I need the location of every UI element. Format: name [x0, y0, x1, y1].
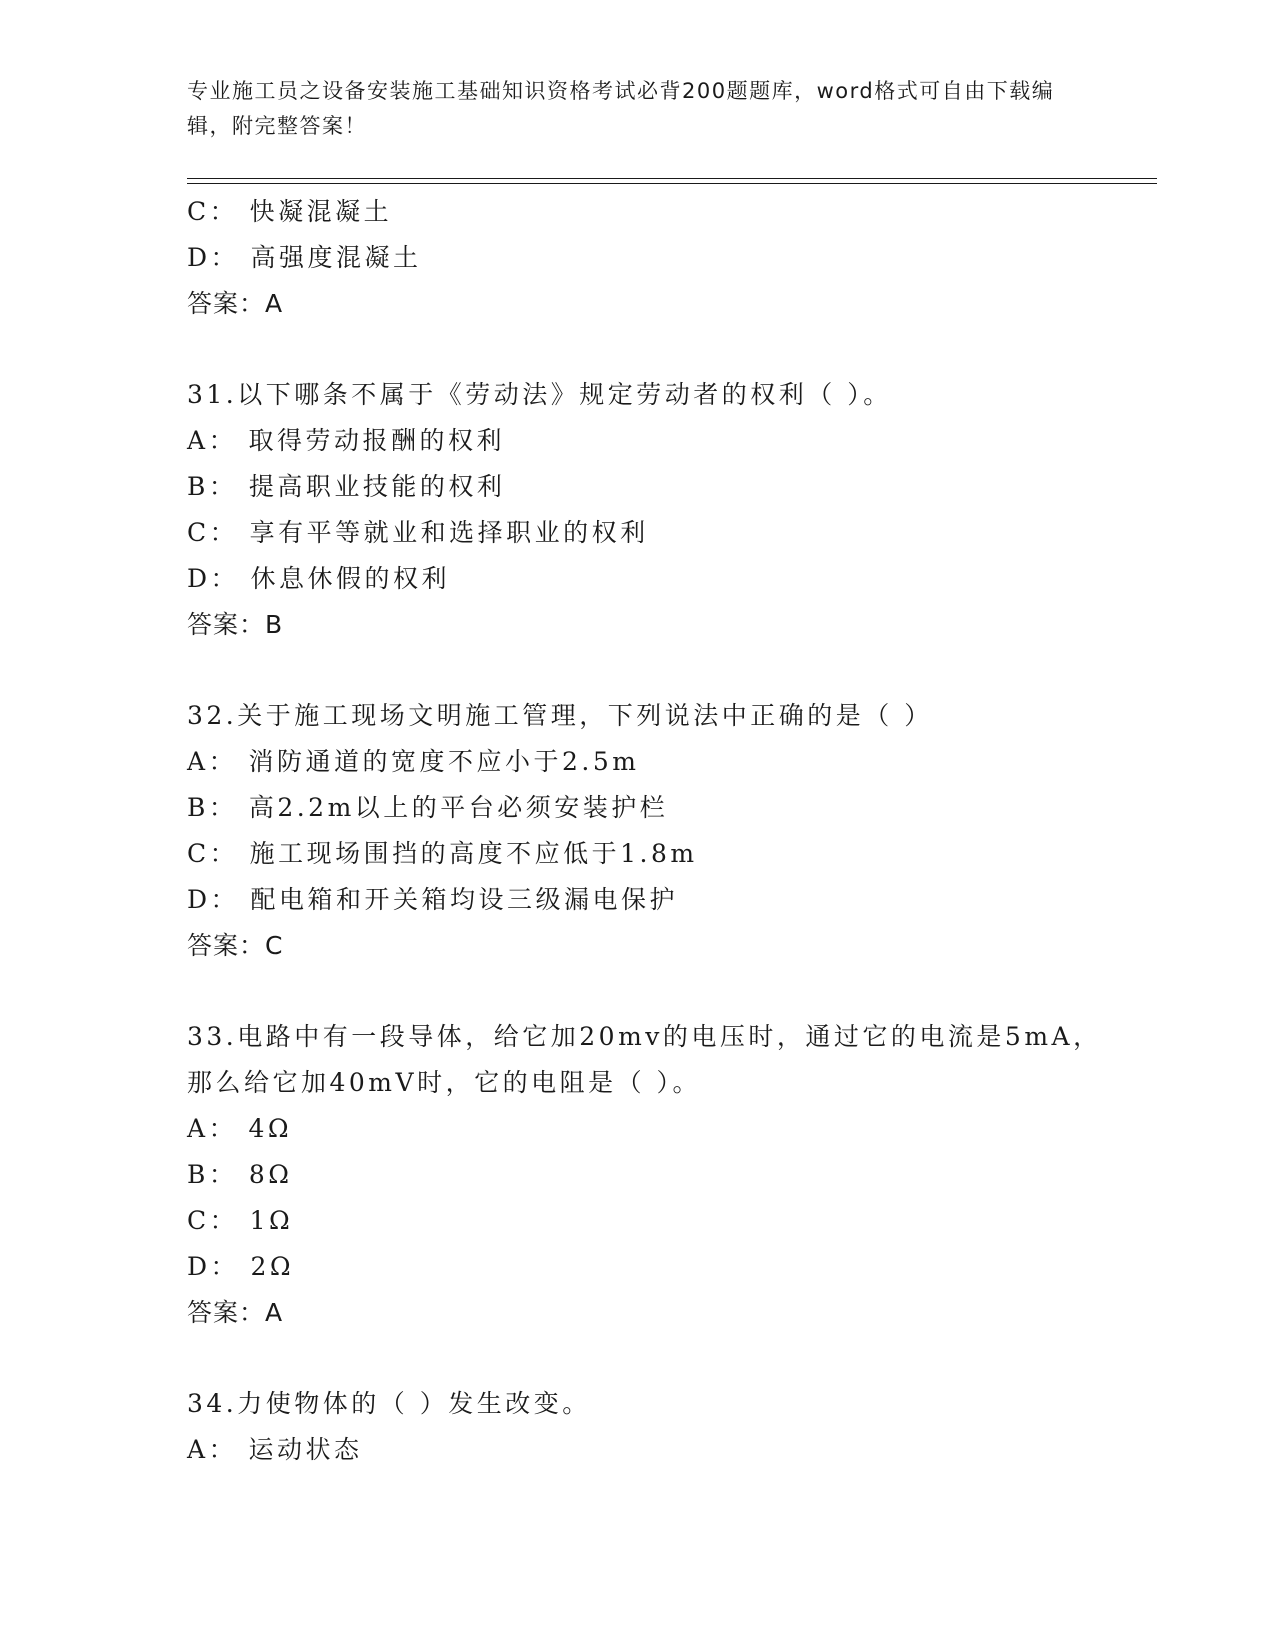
page-header [187, 74, 1087, 144]
question-32-option-a: A： 消防通道的宽度不应小于2.5m [187, 747, 640, 776]
header-divider [187, 178, 1157, 184]
option-c: C： 快凝混凝土 [187, 197, 393, 226]
question-32-option-b: B： 高2.2m以上的平台必须安装护栏 [187, 793, 669, 822]
option-d: D： 高强度混凝土 [187, 243, 422, 272]
question-32-stem: 32.关于施工现场文明施工管理，下列说法中正确的是（ ） [187, 701, 933, 730]
question-33-answer: 答案：A [187, 1298, 284, 1327]
question-31-stem: 31.以下哪条不属于《劳动法》规定劳动者的权利（ ）。 [187, 380, 892, 409]
question-31-option-c: C： 享有平等就业和选择职业的权利 [187, 518, 649, 547]
answer-line: 答案：A [187, 289, 284, 318]
question-34-option-a: A： 运动状态 [187, 1435, 363, 1464]
question-33-option-c: C： 1Ω [187, 1206, 294, 1235]
question-31-option-a: A： 取得劳动报酬的权利 [187, 426, 506, 455]
question-33-option-d: D： 2Ω [187, 1252, 295, 1281]
question-33-option-a: A： 4Ω [187, 1114, 293, 1143]
document-body [187, 189, 1102, 1473]
question-33-stem-cont: 那么给它加40mV时，它的电阻是（ ）。 [187, 1068, 702, 1097]
header-text: 专业施工员之设备安装施工基础知识资格考试必背200题题库，word格式可自由下载编辑，附完整答案！ [187, 79, 1055, 138]
question-31-option-d: D： 休息休假的权利 [187, 564, 451, 593]
question-32-option-c: C： 施工现场围挡的高度不应低于1.8m [187, 839, 698, 868]
question-33-option-b: B： 8Ω [187, 1160, 293, 1189]
question-31-option-b: B： 提高职业技能的权利 [187, 472, 506, 501]
question-32-option-d: D： 配电箱和开关箱均设三级漏电保护 [187, 885, 679, 914]
question-32-answer: 答案：C [187, 931, 284, 960]
question-33-stem: 33.电路中有一段导体，给它加20mv的电压时，通过它的电流是5mA， [187, 1022, 1102, 1051]
question-34-stem: 34.力使物体的（ ）发生改变。 [187, 1389, 591, 1418]
question-31-answer: 答案：B [187, 610, 284, 639]
